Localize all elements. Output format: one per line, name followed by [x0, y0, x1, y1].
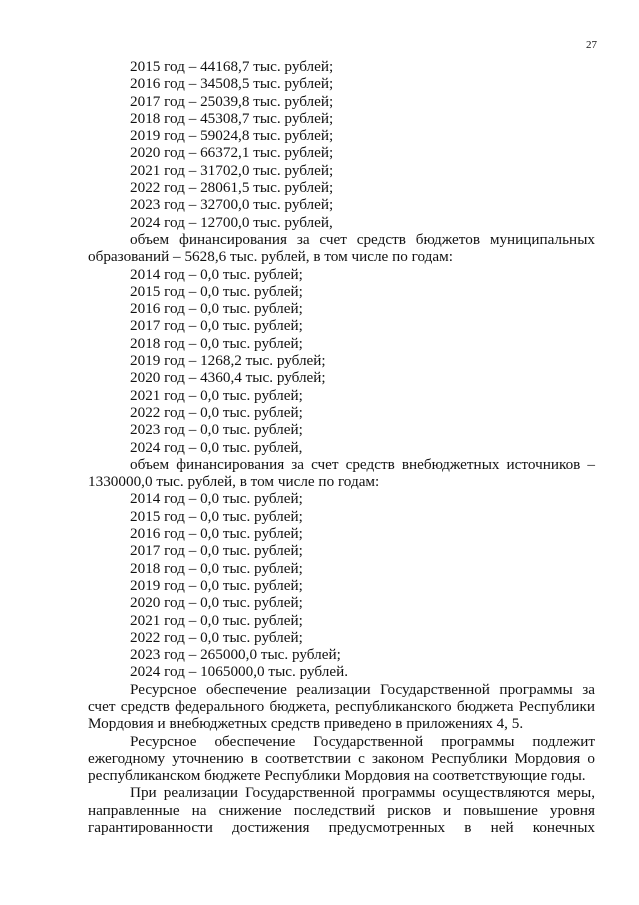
- year-line: 2022 год – 28061,5 тыс. рублей;: [130, 179, 334, 197]
- year-line: 2015 год – 0,0 тыс. рублей;: [130, 282, 303, 300]
- year-line: 2020 год – 66372,1 тыс. рублей;: [130, 144, 334, 162]
- year-line: 2014 год – 0,0 тыс. рублей;: [130, 490, 303, 508]
- resource-provision-paragraph: Ресурсное обеспечение реализации Государственной программы за счет средств федерального бюджета, республиканского бюджета Республики Мордовия и внебюджетных средств приведено в приложениях 4, 5.: [88, 680, 595, 733]
- year-line: 2024 год – 0,0 тыс. рублей,: [130, 438, 303, 456]
- year-line: 2014 год – 0,0 тыс. рублей;: [130, 265, 303, 283]
- year-line: 2018 год – 45308,7 тыс. рублей;: [130, 109, 334, 127]
- year-line: 2024 год – 12700,0 тыс. рублей,: [130, 213, 333, 231]
- year-line: 2023 год – 32700,0 тыс. рублей;: [130, 196, 334, 214]
- extrabudgetary-year-list: [88, 490, 595, 680]
- year-line: 2019 год – 0,0 тыс. рублей;: [130, 576, 303, 594]
- year-line: 2017 год – 25039,8 тыс. рублей;: [130, 92, 334, 110]
- year-line: 2016 год – 0,0 тыс. рублей;: [130, 300, 303, 318]
- year-line: 2022 год – 0,0 тыс. рублей;: [130, 403, 303, 421]
- year-line: 2021 год – 31702,0 тыс. рублей;: [130, 161, 334, 179]
- year-line: 2024 год – 1065000,0 тыс. рублей.: [130, 663, 348, 681]
- year-line: 2015 год – 44168,7 тыс. рублей;: [130, 58, 334, 75]
- year-line: 2019 год – 59024,8 тыс. рублей;: [130, 127, 334, 145]
- risk-measures-paragraph: При реализации Государственной программы осуществляются меры, направленные на снижение последствий рисков и повышение уровня гарантированности достижения предусмотренных в ней конечных: [88, 784, 595, 837]
- year-line: 2023 год – 265000,0 тыс. рублей;: [130, 646, 341, 664]
- year-line: 2018 год – 0,0 тыс. рублей;: [130, 559, 303, 577]
- regional-budget-year-list: [88, 58, 595, 231]
- municipal-funding-intro: объем финансирования за счет средств бюджетов муниципальных образований – 5628,6 тыс. рублей, в том числе по годам:: [88, 230, 595, 266]
- year-line: 2020 год – 0,0 тыс. рублей;: [130, 594, 303, 612]
- year-line: 2021 год – 0,0 тыс. рублей;: [130, 611, 303, 629]
- year-line: 2021 год – 0,0 тыс. рублей;: [130, 386, 303, 404]
- municipal-budget-year-list: [88, 266, 595, 456]
- year-line: 2016 год – 34508,5 тыс. рублей;: [130, 75, 334, 93]
- year-line: 2018 год – 0,0 тыс. рублей;: [130, 334, 303, 352]
- year-line: 2016 год – 0,0 тыс. рублей;: [130, 525, 303, 543]
- year-line: 2022 год – 0,0 тыс. рублей;: [130, 628, 303, 646]
- year-line: 2020 год – 4360,4 тыс. рублей;: [130, 369, 326, 387]
- annual-adjustment-paragraph: Ресурсное обеспечение Государственной программы подлежит ежегодному уточнению в соответствии с законом Республики Мордовия о республиканском бюджете Республики Мордовия на соответствующие годы.: [88, 732, 595, 785]
- extrabudgetary-funding-intro: объем финансирования за счет средств внебюджетных источников – 1330000,0 тыс. рублей, в том числе по годам:: [88, 455, 595, 491]
- year-line: 2017 год – 0,0 тыс. рублей;: [130, 317, 303, 335]
- year-line: 2017 год – 0,0 тыс. рублей;: [130, 542, 303, 560]
- year-line: 2015 год – 0,0 тыс. рублей;: [130, 507, 303, 525]
- year-line: 2023 год – 0,0 тыс. рублей;: [130, 421, 303, 439]
- year-line: 2019 год – 1268,2 тыс. рублей;: [130, 352, 326, 370]
- document-body: [88, 58, 595, 836]
- page-number: 27: [586, 39, 597, 51]
